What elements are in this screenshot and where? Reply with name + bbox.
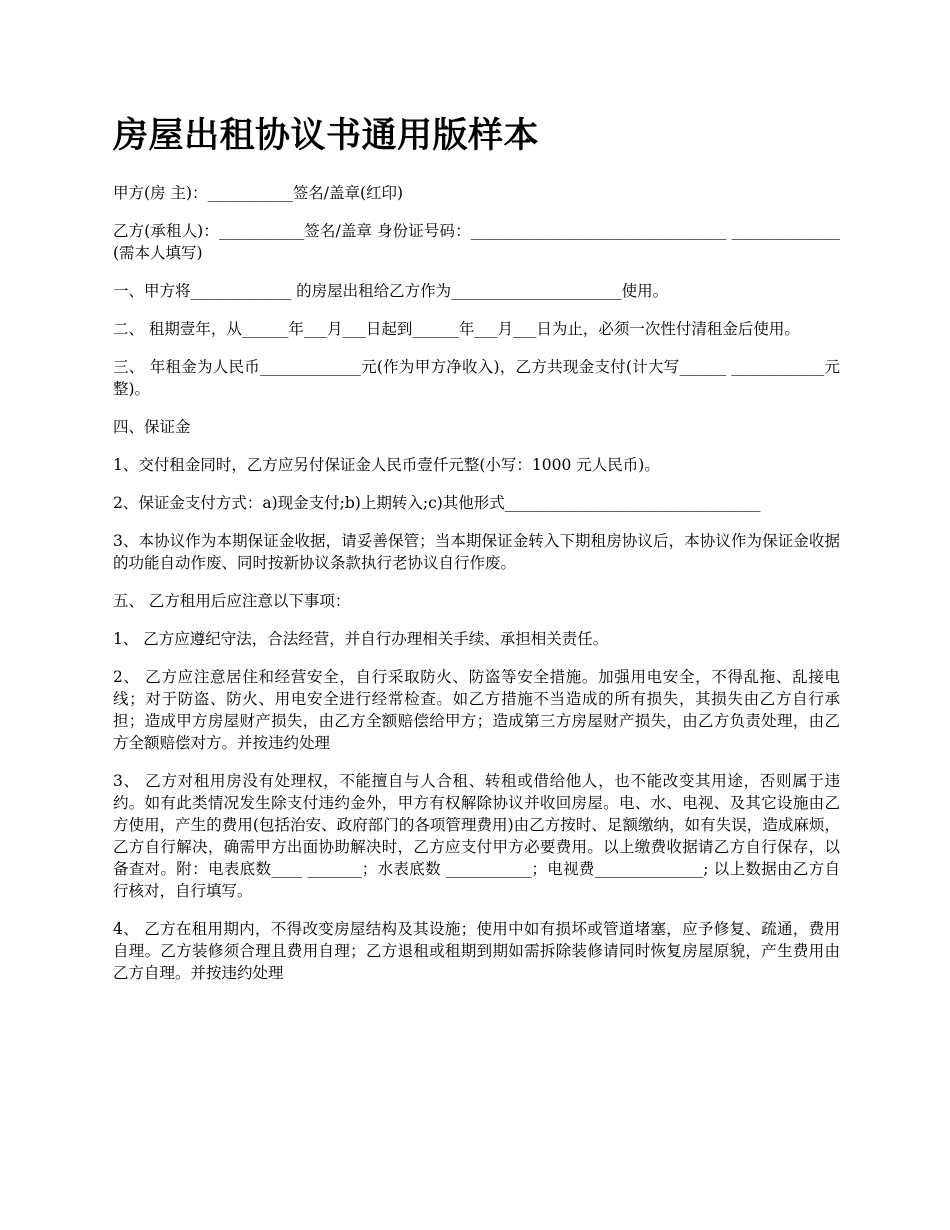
party-a-line: 甲方(房 主)：___________签名/盖章(红印) xyxy=(113,184,404,202)
notes-item-2: 2、 乙方应注意居住和经营安全，自行采取防火、防盗等安全措施。加强用电安全，不得乱拖、乱接电线；对于防盗、防火、用电安全进行经常检查。如乙方措施不当造成的所有损失，其损失由乙方自行承担；造成甲方房屋财产损失，由乙方全额赔偿给甲方；造成第三方房屋财产损失，由乙方负责处理，由乙方全额赔偿对方。并按违约处理 xyxy=(113,668,840,752)
clause-3-rent: 三、 年租金为人民币_____________元(作为甲方净收入)，乙方共现金支付(计大写______ ____________元整)。 xyxy=(113,358,840,398)
party-b-line: 乙方(承租人)：___________签名/盖章 身份证号码：_________________________________ ______________(需本人填写) xyxy=(113,222,840,262)
deposit-item-3: 3、本协议作为本期保证金收据，请妥善保管；当本期保证金转入下期租房协议后，本协议作为保证金收据的功能自动作废、同时按新协议条款执行老协议自行作废。 xyxy=(113,532,840,572)
clause-2-term: 二、 租期壹年，从______年___月___日起到______年___月___日为止，必须一次性付清租金后使用。 xyxy=(113,320,800,338)
notes-item-3: 3、 乙方对租用房没有处理权，不能擅自与人合租、转租或借给他人，也不能改变其用途，否则属于违约。如有此类情况发生除支付违约金外，甲方有权解除协议并收回房屋。电、水、电视、及其它设施由乙方使用，产生的费用(包括治安、政府部门的各项管理费用)由乙方按时、足额缴纳，如有失误，造成麻烦，乙方自行解决，确需甲方出面协助解决时，乙方应支付甲方必要费用。以上缴费收据请乙方自行保存，以备查对。附：电表底数____ _______；水表底数 ___________；电视费______________; 以上数据由乙方自行核对，自行填写。 xyxy=(113,772,840,900)
notes-item-4: 4、 乙方在租用期内，不得改变房屋结构及其设施；使用中如有损坏或管道堵塞，应予修复、疏通，费用自理。乙方装修须合理且费用自理；乙方退租或租期到期如需拆除装修请同时恢复房屋原貌，产生费用由乙方自理。并按违约处理 xyxy=(113,920,840,982)
deposit-item-2: 2、保证金支付方式：a)现金支付;b)上期转入;c)其他形式_________________________________ xyxy=(113,494,761,512)
clause-4-heading-deposit: 四、保证金 xyxy=(113,418,191,436)
document-title: 房屋出租协议书通用版样本 xyxy=(113,116,540,156)
clause-1-premises: 一、甲方将_____________ 的房屋出租给乙方作为______________________使用。 xyxy=(113,282,669,300)
notes-item-1: 1、 乙方应遵纪守法，合法经营，并自行办理相关手续、承担相关责任。 xyxy=(113,630,609,648)
document-page xyxy=(113,112,840,1000)
deposit-item-1: 1、交付租金同时，乙方应另付保证金人民币壹仟元整(小写：1000 元人民币)。 xyxy=(113,456,660,474)
clause-5-heading-notes: 五、 乙方租用后应注意以下事项： xyxy=(113,592,351,610)
